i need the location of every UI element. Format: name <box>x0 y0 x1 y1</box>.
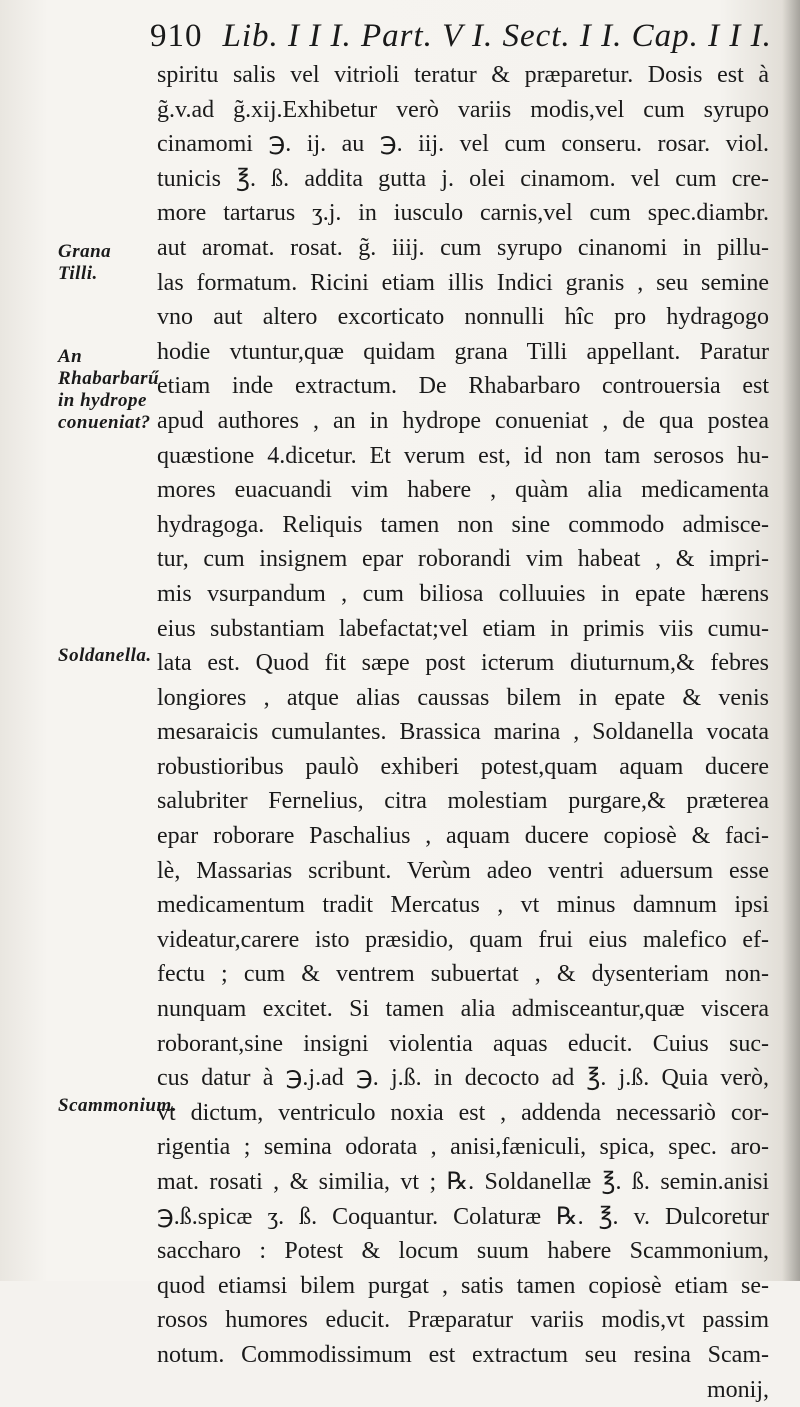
text-line: lata est. Quod fit sæpe post icterum diuturnum,& febres <box>157 650 769 677</box>
text-line: hydragoga. Reliquis tamen non sine commodo admisce- <box>157 511 769 538</box>
text-line: mesaraicis cumulantes. Brassica marina , Soldanella vocata <box>157 719 769 746</box>
text-line: las formatum. Ricini etiam illis Indici granis , seu semine <box>157 269 769 296</box>
text-line: lè, Massarias scribunt. Verùm adeo ventri aduersum esse <box>157 857 769 884</box>
text-line: tur, cum insignem epar roborandi vim habeat , & impri- <box>157 546 769 573</box>
text-line: longiores , atque alias caussas bilem in epate & venis <box>157 684 769 711</box>
page-number: 910 <box>150 18 203 54</box>
text-line: quæstione 4.dicetur. Et verum est, id non tam serosos hu- <box>157 442 769 469</box>
margin-note-scammonium: Scammonium. <box>58 1095 177 1116</box>
running-title: Lib. I I I. Part. V I. Sect. I I. Cap. I I I. <box>222 18 772 54</box>
text-line: eius substantiam labefactat;vel etiam in primis viis cumu- <box>157 615 769 642</box>
text-line: rigentia ; semina odorata , anisi,fæniculi, spica, spec. aro- <box>157 1134 769 1161</box>
text-line: mat. rosati , & similia, vt ; ℞. Soldanellæ ℥. ß. semin.anisi <box>157 1169 769 1195</box>
body-text <box>157 58 769 1407</box>
text-line: aut aromat. rosat. g̃. iiij. cum syrupo cinanomi in pillu- <box>157 234 769 261</box>
text-line: epar roborare Paschalius , aquam ducere copiosè & faci- <box>157 823 769 850</box>
text-line: vt dictum, ventriculo noxia est , addenda necessariò cor- <box>157 1099 769 1126</box>
text-line: rosos humores educit. Præparatur variis modis,vt passim <box>157 1307 769 1334</box>
text-line: quod etiamsi bilem purgat , satis tamen copiosè etiam se- <box>157 1272 769 1299</box>
margin-note-rhabarbaro: An Rhabarbarű in hydrope conueniat? <box>58 346 160 433</box>
margin-note-soldanella: Soldanella. <box>58 645 152 666</box>
text-line: salubriter Fernelius, citra molestiam purgare,& præterea <box>157 788 769 815</box>
text-line: spiritu salis vel vitrioli teratur & præparetur. Dosis est à <box>157 62 769 88</box>
text-line: videatur,carere isto præsidio, quam frui eius malefico ef- <box>157 926 769 953</box>
text-line: g̃.v.ad g̃.xij.Exhibetur verò variis modis,vel cum syrupo <box>157 96 769 123</box>
running-header <box>150 18 772 55</box>
text-line: tunicis ℥. ß. addita gutta j. olei cinamom. vel cum cre- <box>157 165 769 192</box>
text-line: cus datur à ℈.j.ad ℈. j.ß. in decocto ad ℥. j.ß. Quia verò, <box>157 1065 769 1092</box>
text-line: medicamentum tradit Mercatus , vt minus damnum ipsi <box>157 892 769 919</box>
text-line: mis vsurpandum , cum biliosa colluuies in epate hærens <box>157 580 769 607</box>
text-line: nunquam excitet. Si tamen alia admisceantur,quæ viscera <box>157 996 769 1023</box>
text-line: vno aut altero excorticato nonnulli hîc pro hydragogo <box>157 304 769 331</box>
text-line: notum. Commodissimum est extractum seu resina Scam- <box>157 1341 769 1368</box>
text-line: mores euacuandi vim habere , quàm alia medicamenta <box>157 477 769 504</box>
text-line: apud authores , an in hydrope conueniat , de qua postea <box>157 407 769 434</box>
text-line: ℈.ß.spicæ ʒ. ß. Coquantur. Colaturæ ℞. ℥. v. Dulcoretur <box>157 1203 769 1230</box>
text-line: robustioribus paulò exhiberi potest,quam aquam ducere <box>157 753 769 780</box>
text-line: etiam inde extractum. De Rhabarbaro controuersia est <box>157 373 769 400</box>
text-line: hodie vtuntur,quæ quidam grana Tilli appellant. Paratur <box>157 338 769 365</box>
text-line: roborant,sine insigni violentia aquas educit. Cuius suc- <box>157 1030 769 1057</box>
text-line: saccharo : Potest & locum suum habere Scammonium, <box>157 1238 769 1265</box>
page-edge-shadow <box>782 0 800 1281</box>
text-line: cinamomi ℈. ij. au ℈. iij. vel cum conseru. rosar. viol. <box>157 131 769 158</box>
text-line: fectu ; cum & ventrem subuertat , & dysenteriam non- <box>157 961 769 988</box>
margin-note-grana-tilli: Grana Tilli. <box>58 241 112 284</box>
text-line: more tartarus ʒ.j. in iusculo carnis,vel cum spec.diambr. <box>157 200 769 227</box>
text-line: monij, <box>706 1376 769 1403</box>
